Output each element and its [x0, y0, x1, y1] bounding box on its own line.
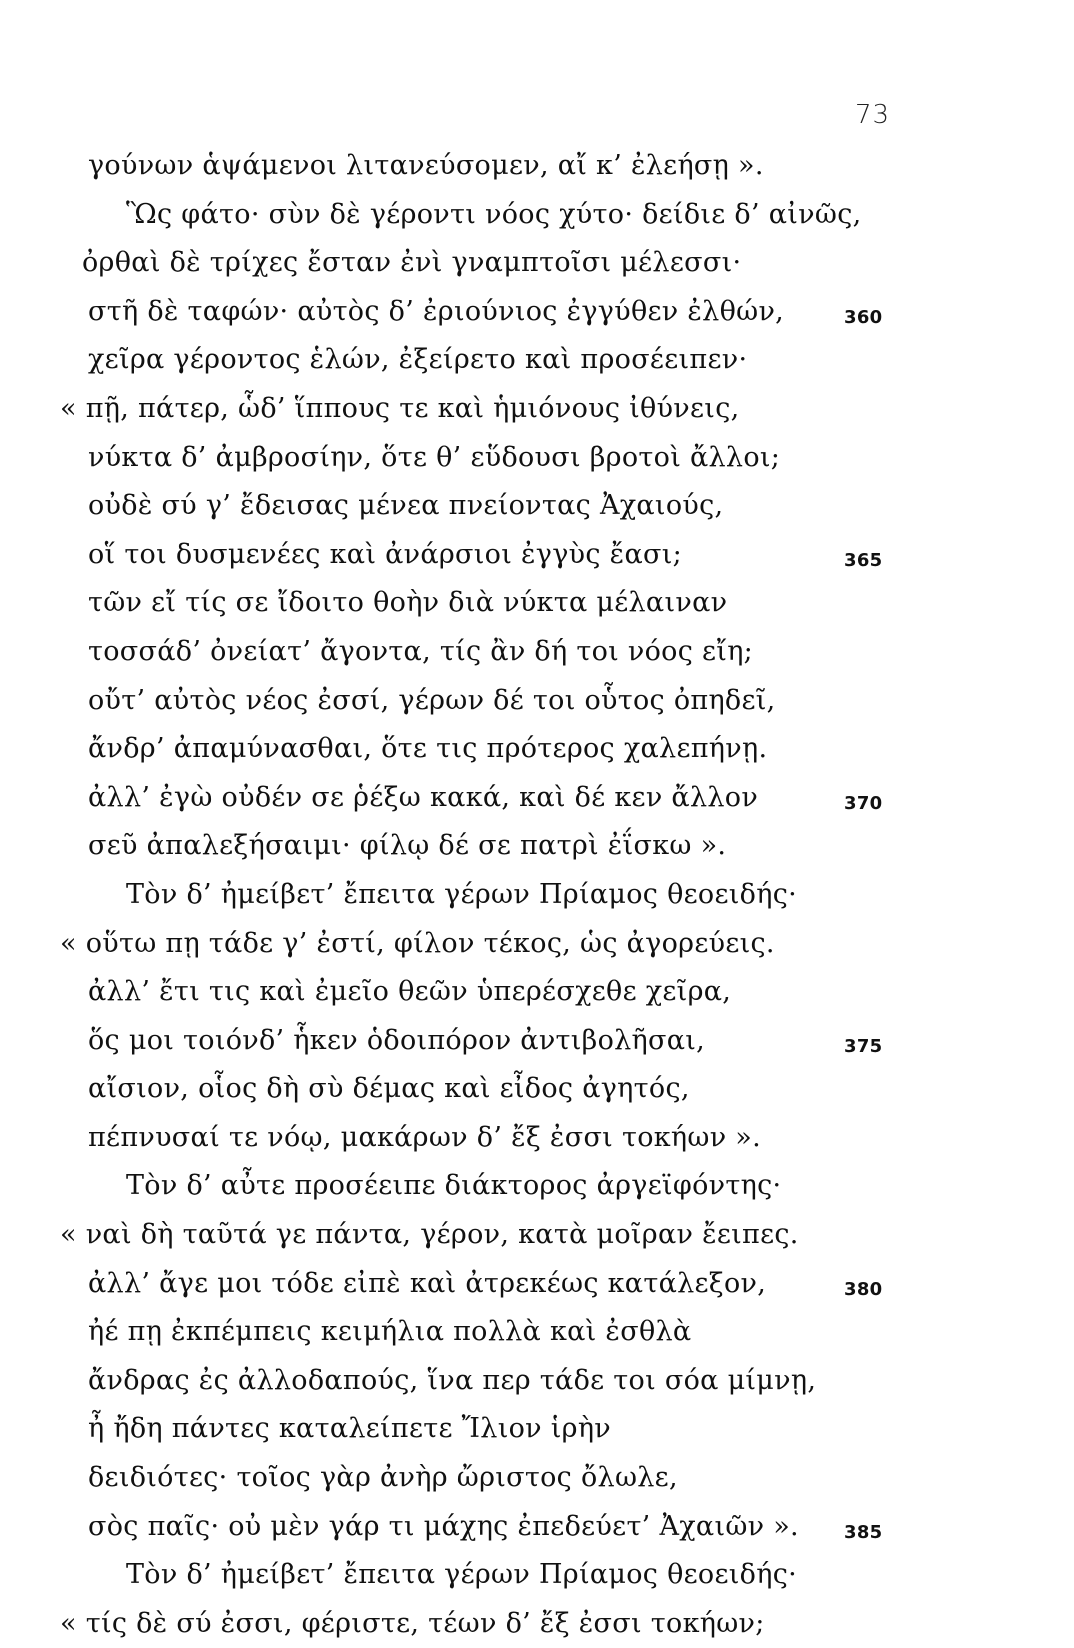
verse-line-text: ὅς μοι τοιόνδ’ ἧκεν ὁδοιπόρον ἀντιβολῆσαι, [88, 1024, 706, 1056]
verse-line-text: « τίς δὲ σύ ἐσσι, φέριστε, τέων δ’ ἔξ ἐσσι τοκήων; [60, 1607, 765, 1639]
line-number: 385 [844, 1521, 883, 1543]
verse-line [60, 725, 960, 774]
verse-line [60, 1017, 960, 1066]
line-number: 380 [844, 1278, 883, 1300]
verse-text-block [60, 142, 960, 1648]
verse-line-text: νύκτα δ’ ἀμβροσίην, ὅτε θ’ εὕδουσι βροτοὶ ἄλλοι; [88, 441, 781, 473]
verse-line-text: αἴσιον, οἷος δὴ σὺ δέμας καὶ εἶδος ἀγητός, [88, 1073, 690, 1105]
verse-line-text: Τὸν δ’ ἠμείβετ’ ἔπειτα γέρων Πρίαμος θεοειδής· [126, 1559, 798, 1591]
verse-line [60, 531, 960, 580]
verse-line [60, 1260, 960, 1309]
verse-line [60, 1551, 960, 1600]
verse-line-text: στῆ δὲ ταφών· αὐτὸς δ’ ἐριούνιος ἐγγύθεν ἐλθών, [88, 295, 785, 327]
verse-line-text: « πῇ, πάτερ, ὧδ’ ἵππους τε καὶ ἡμιόνους ἰθύνεις, [60, 392, 740, 424]
verse-line-text: ἄνδρ’ ἀπαμύνασθαι, ὅτε τις πρότερος χαλεπήνῃ. [88, 733, 768, 765]
verse-line-text: Τὸν δ’ ἠμείβετ’ ἔπειτα γέρων Πρίαμος θεοειδής· [126, 878, 798, 910]
verse-line [60, 871, 960, 920]
verse-line-text: ἀλλ’ ἐγὼ οὐδέν σε ῥέξω κακά, καὶ δέ κεν ἄλλον [88, 781, 759, 813]
verse-line [60, 677, 960, 726]
verse-line [60, 288, 960, 337]
verse-line [60, 1405, 960, 1454]
verse-line [60, 822, 960, 871]
verse-line-text: Τὸν δ’ αὖτε προσέειπε διάκτορος ἀργεϊφόντης· [126, 1170, 782, 1202]
verse-line [60, 434, 960, 483]
line-number: 370 [844, 792, 883, 814]
verse-line-text: οἵ τοι δυσμενέες καὶ ἀνάρσιοι ἐγγὺς ἔασι; [88, 538, 682, 570]
verse-line-text: Ὣς φάτο· σὺν δὲ γέροντι νόος χύτο· δείδιε δ’ αἰνῶς, [126, 198, 862, 230]
verse-line-text: ὀρθαὶ δὲ τρίχες ἔσταν ἐνὶ γναμπτοῖσι μέλεσσι· [82, 247, 742, 279]
verse-line-text: σὸς παῖς· οὐ μὲν γάρ τι μάχης ἐπεδεύετ’ Ἀχαιῶν ». [88, 1510, 799, 1542]
verse-line [60, 1503, 960, 1552]
line-number: 360 [844, 306, 883, 328]
verse-line [60, 191, 960, 240]
verse-line [60, 239, 960, 288]
verse-line-text: ἦ ἤδη πάντες καταλείπετε Ἴλιον ἱρὴν [88, 1413, 612, 1445]
verse-line-text: ἀλλ’ ἄγε μοι τόδε εἰπὲ καὶ ἀτρεκέως κατάλεξον, [88, 1267, 767, 1299]
verse-line-text: ἀλλ’ ἔτι τις καὶ ἐμεῖο θεῶν ὑπερέσχεθε χεῖρα, [88, 976, 732, 1008]
verse-line [60, 1162, 960, 1211]
verse-line-text: γούνων ἁψάμενοι λιτανεύσομεν, αἴ κ’ ἐλεήσῃ ». [88, 150, 764, 181]
verse-line-text: οὐδὲ σύ γ’ ἔδεισας μένεα πνείοντας Ἀχαιούς, [88, 490, 724, 522]
verse-line [60, 1211, 960, 1260]
verse-line [60, 482, 960, 531]
verse-line [60, 1600, 960, 1648]
line-number: 375 [844, 1035, 883, 1057]
verse-line-text: χεῖρα γέροντος ἑλών, ἐξείρετο καὶ προσέειπεν· [88, 344, 748, 376]
verse-line-text: πέπνυσαί τε νόῳ, μακάρων δ’ ἔξ ἐσσι τοκήων ». [88, 1121, 762, 1153]
verse-line [60, 968, 960, 1017]
line-number: 365 [844, 549, 883, 571]
verse-line [60, 628, 960, 677]
verse-line [60, 920, 960, 969]
verse-line [60, 336, 960, 385]
verse-line-text: τοσσάδ’ ὀνείατ’ ἄγοντα, τίς ἂν δή τοι νόος εἴη; [88, 635, 754, 667]
verse-line [60, 1454, 960, 1503]
verse-line-text: ἠέ πῃ ἐκπέμπεις κειμήλια πολλὰ καὶ ἐσθλὰ [88, 1316, 692, 1348]
verse-line-text: τῶν εἴ τίς σε ἴδοιτο θοὴν διὰ νύκτα μέλαιναν [88, 587, 728, 619]
verse-line-text: σεῦ ἀπαλεξήσαιμι· φίλῳ δέ σε πατρὶ ἐΐσκω ». [88, 830, 727, 862]
verse-line [60, 1065, 960, 1114]
verse-line [60, 579, 960, 628]
verse-line-text: ἄνδρας ἐς ἀλλοδαπούς, ἵνα περ τάδε τοι σόα μίμνῃ, [88, 1364, 817, 1396]
verse-line-text: δειδιότες· τοῖος γὰρ ἀνὴρ ὤριστος ὄλωλε, [88, 1462, 678, 1494]
verse-line [60, 385, 960, 434]
verse-line [60, 1357, 960, 1406]
page-number: 73 [855, 100, 891, 130]
verse-line [60, 1114, 960, 1163]
verse-line-text: « ναὶ δὴ ταῦτά γε πάντα, γέρον, κατὰ μοῖραν ἔειπες. [60, 1219, 799, 1251]
verse-line [60, 142, 960, 191]
verse-line-text: « οὕτω πῃ τάδε γ’ ἐστί, φίλον τέκος, ὡς ἀγορεύεις. [60, 927, 775, 959]
verse-line [60, 1308, 960, 1357]
verse-line-text: οὔτ’ αὐτὸς νέος ἐσσί, γέρων δέ τοι οὗτος ὀπηδεῖ, [88, 684, 776, 716]
verse-line [60, 774, 960, 823]
